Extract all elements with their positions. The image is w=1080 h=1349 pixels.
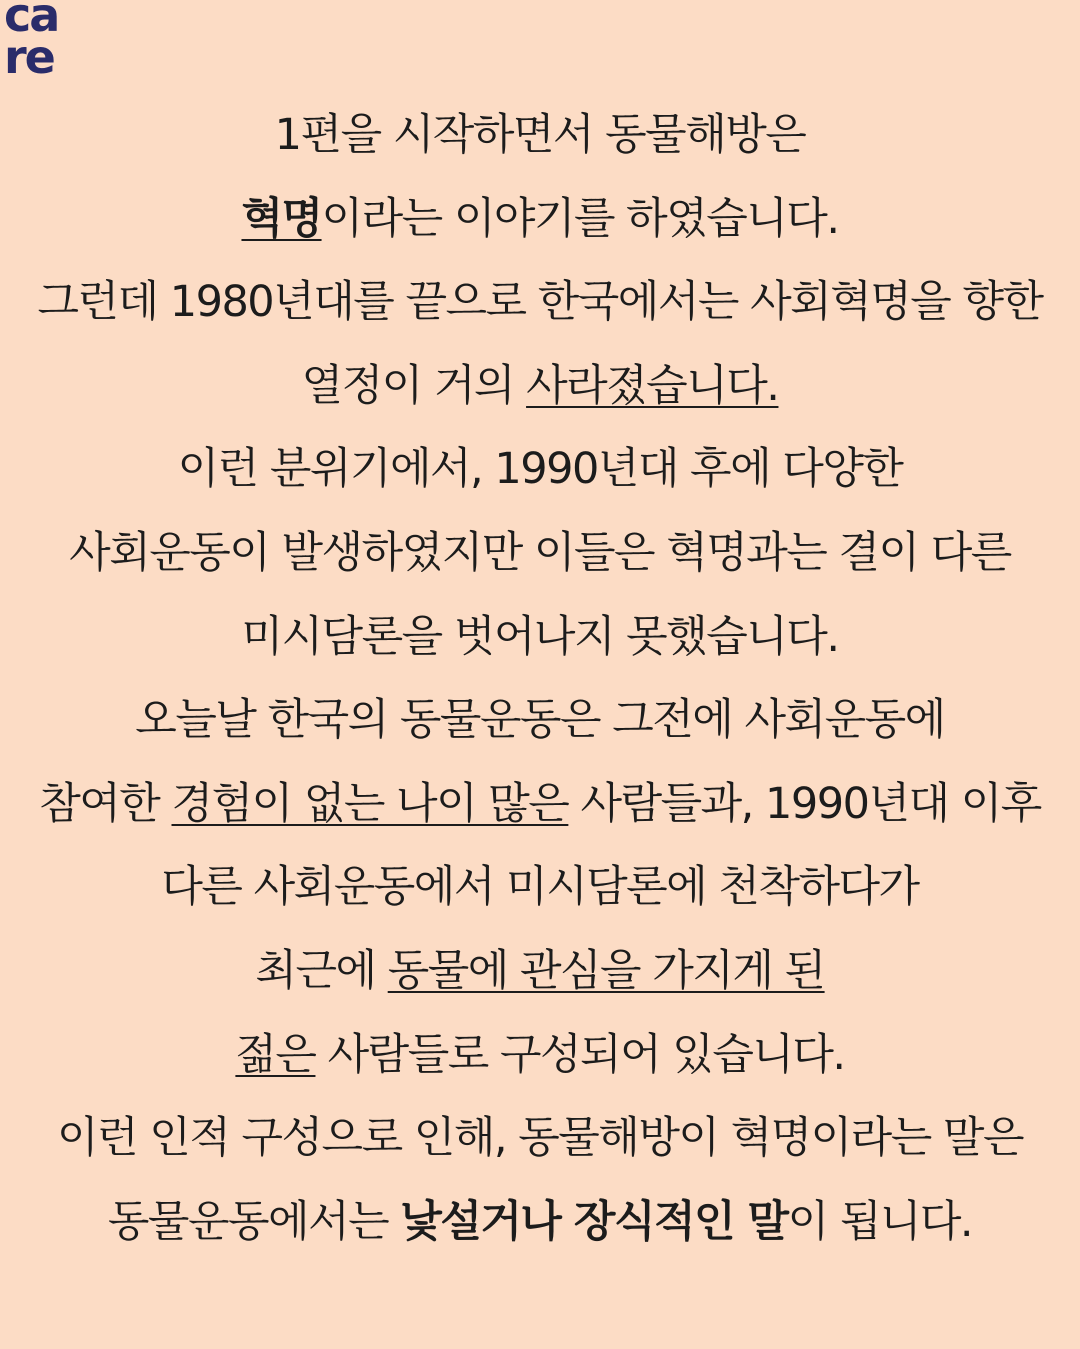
text-line <box>0 94 1080 178</box>
text-line <box>0 1181 1080 1265</box>
text-segment: 이런 인적 구성으로 인해, 동물해방이 혁명이라는 말은 <box>56 1113 1023 1164</box>
text-line <box>0 1014 1080 1098</box>
text-segment: 사회운동이 발생하였지만 이들은 혁명과는 결이 다른 <box>69 527 1011 578</box>
text-segment: 1편을 시작하면서 동물해방은 <box>274 110 806 160</box>
emphasized-text: 동물에 관심을 가지게 된 <box>387 945 825 996</box>
emphasized-text: 사라졌습니다. <box>526 360 779 411</box>
text-segment: 사람들로 구성되어 있습니다. <box>315 1029 845 1080</box>
text-line <box>0 178 1080 262</box>
text-line <box>0 261 1080 345</box>
text-segment: 열정이 거의 <box>301 360 527 411</box>
emphasized-text: 낯설거나 장식적인 말 <box>400 1196 788 1247</box>
emphasized-text: 혁명 <box>241 193 322 244</box>
logo-line-1: ca <box>4 0 59 42</box>
text-line <box>0 512 1080 596</box>
text-segment: 최근에 <box>255 945 388 996</box>
logo-line-2: re <box>4 30 54 84</box>
text-segment: 동물운동에서는 <box>107 1196 401 1247</box>
text-segment: 사람들과, 1990년대 이후 <box>568 778 1041 829</box>
care-logo <box>4 0 74 84</box>
text-segment: 참여한 <box>39 778 172 829</box>
text-segment: 오늘날 한국의 동물운동은 그전에 사회운동에 <box>135 695 945 746</box>
text-line <box>0 846 1080 930</box>
text-line <box>0 930 1080 1014</box>
text-line <box>0 1097 1080 1181</box>
text-segment: 다른 사회운동에서 미시담론에 천착하다가 <box>161 862 919 913</box>
text-segment: 그런데 1980년대를 끝으로 한국에서는 사회혁명을 향한 <box>37 277 1043 328</box>
text-line <box>0 763 1080 847</box>
emphasized-text: 경험이 없는 나이 많은 <box>171 778 569 829</box>
text-segment: 미시담론을 벗어나지 못했습니다. <box>241 611 839 662</box>
text-line <box>0 428 1080 512</box>
text-segment: 이 됩니다. <box>787 1196 973 1247</box>
text-line <box>0 679 1080 763</box>
body-text <box>0 94 1080 1264</box>
emphasized-text: 젊은 <box>235 1029 316 1080</box>
text-segment: 이라는 이야기를 하였습니다. <box>321 193 839 244</box>
text-line <box>0 345 1080 429</box>
text-segment: 이런 분위기에서, 1990년대 후에 다양한 <box>177 444 903 495</box>
text-line <box>0 596 1080 680</box>
